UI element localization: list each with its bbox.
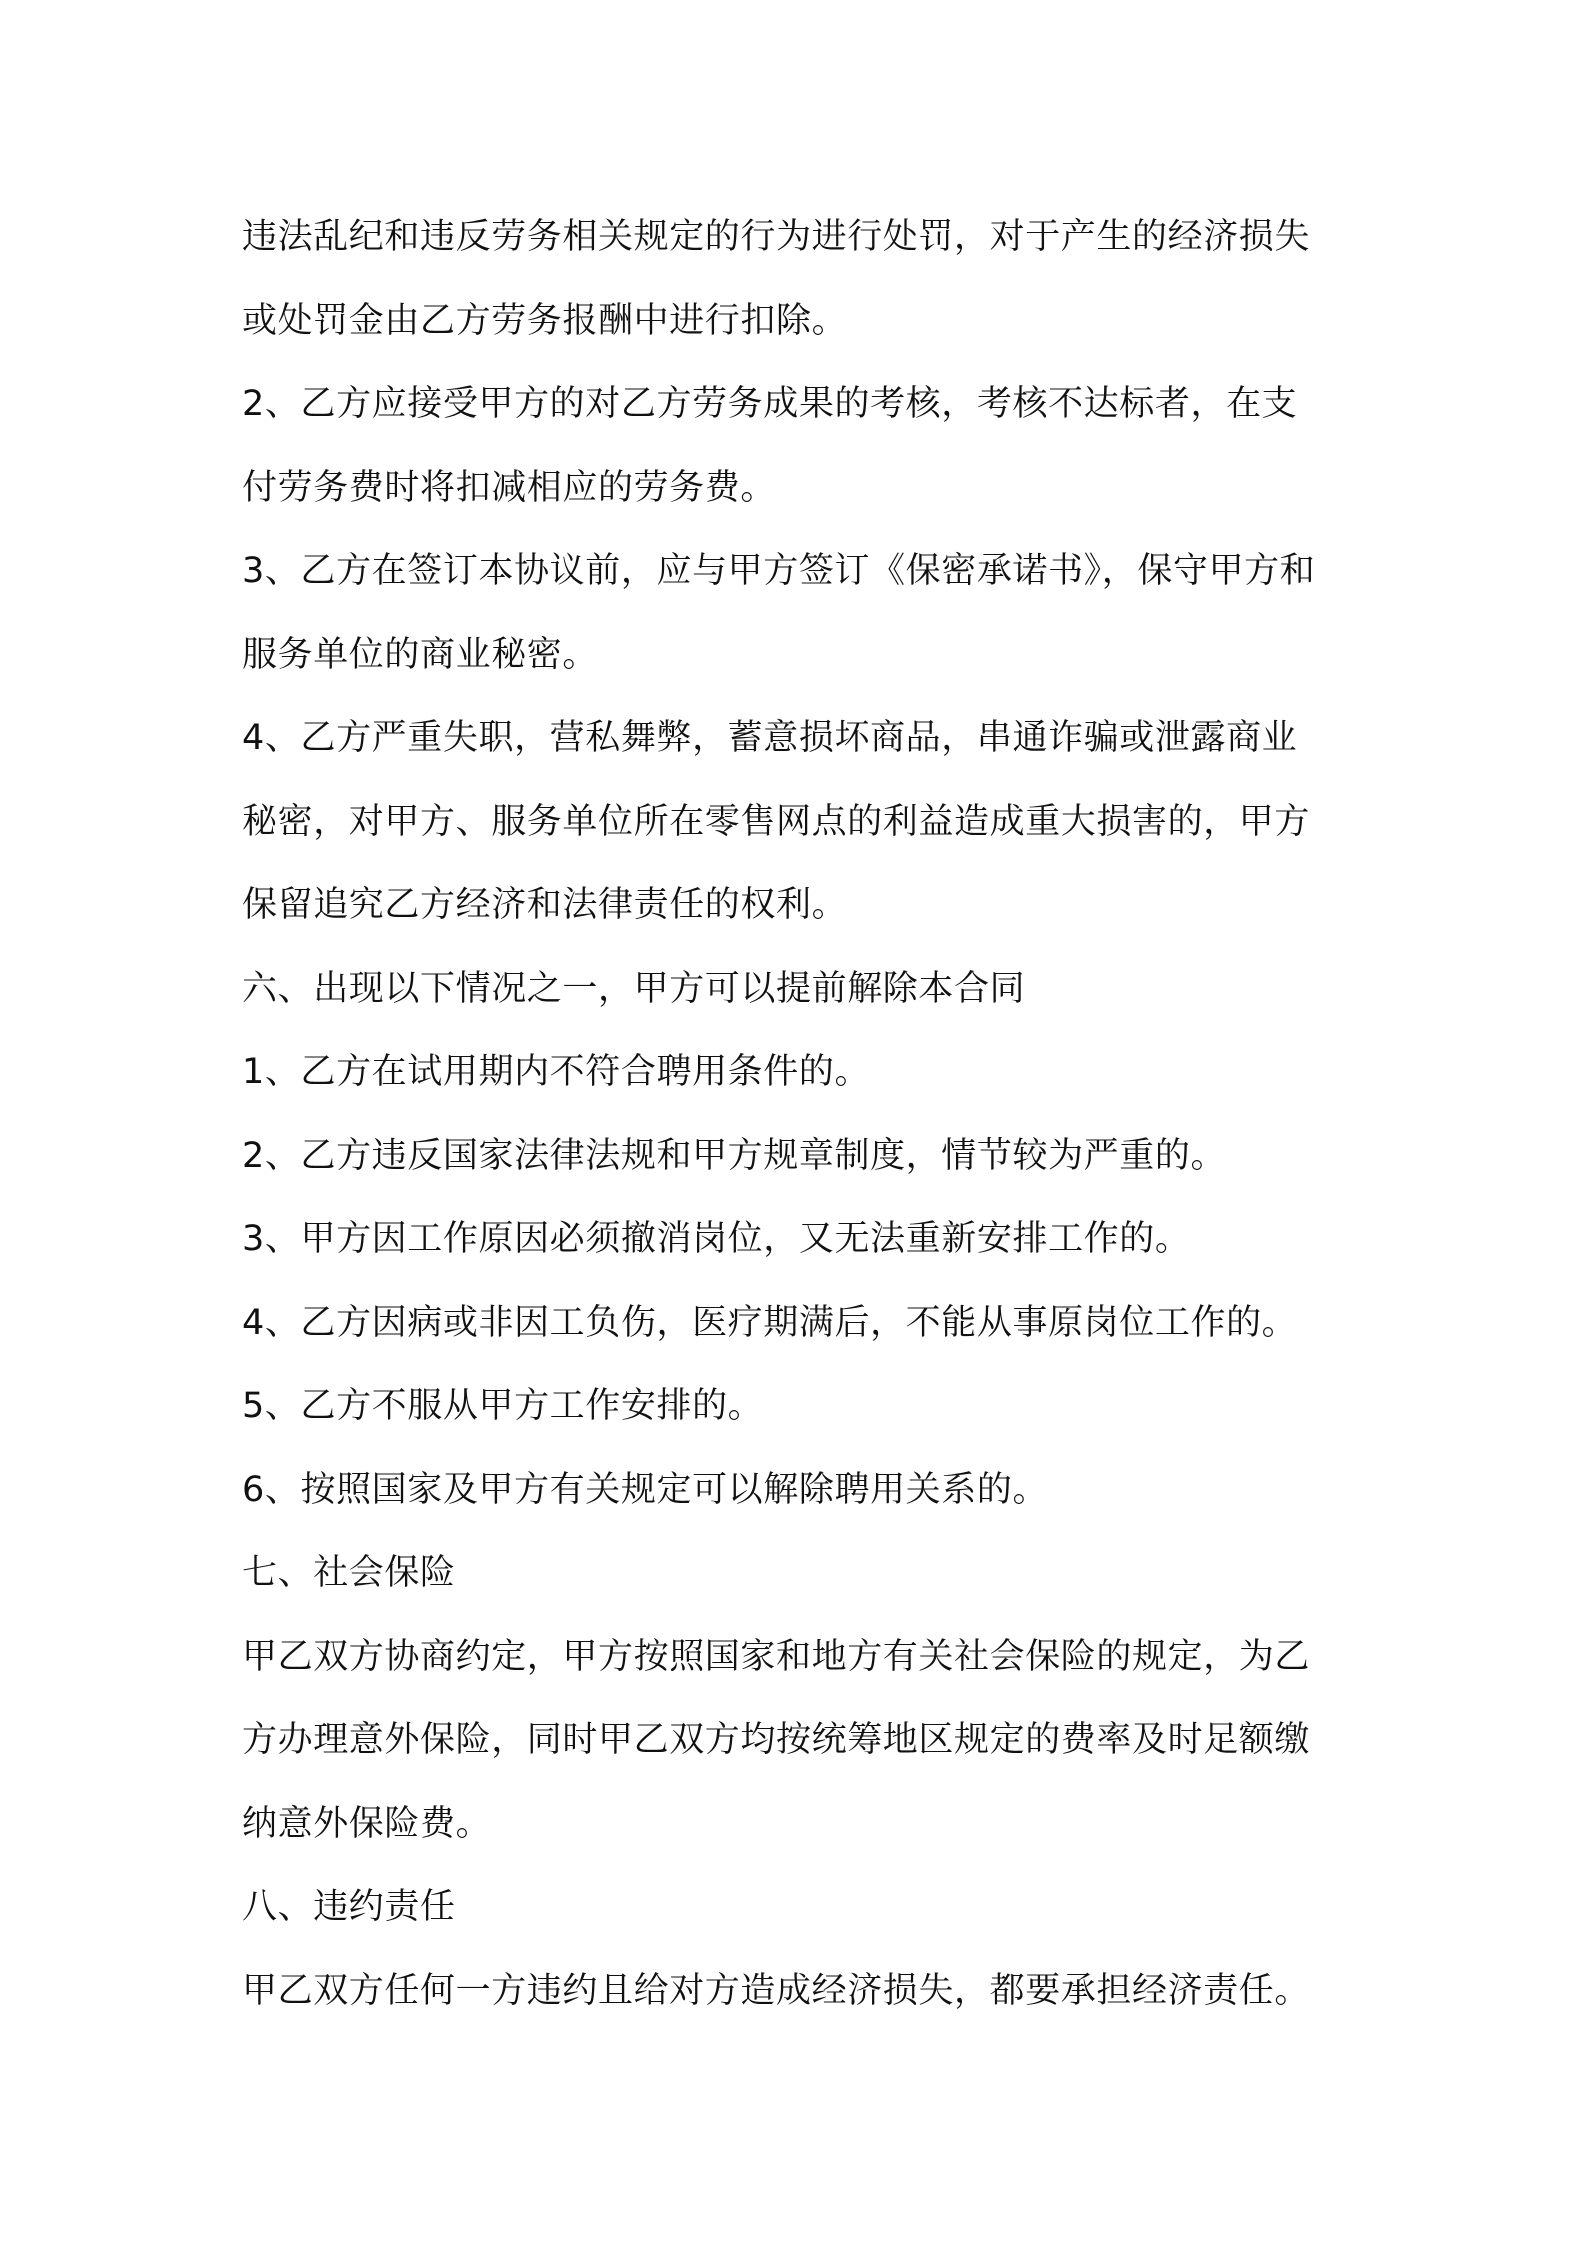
text-line: 5、乙方不服从甲方工作安排的。 (242, 1386, 764, 1426)
text-line: 6、按照国家及甲方有关规定可以解除聘用关系的。 (242, 1469, 1049, 1510)
text-line: 服务单位的商业秘密。 (242, 634, 599, 675)
text-line: 付劳务费时将扣减相应的劳务费。 (242, 467, 777, 508)
text-line: 方办理意外保险，同时甲乙双方均按统筹地区规定的费率及时足额缴 (242, 1720, 1311, 1760)
text-line: 保留追究乙方经济和法律责任的权利。 (242, 885, 848, 925)
text-line: 2、乙方违反国家法律法规和甲方规章制度，情节较为严重的。 (242, 1135, 1227, 1176)
text-line: 违法乱纪和违反劳务相关规定的行为进行处罚，对于产生的经济损失 (242, 217, 1311, 257)
text-line: 3、甲方因工作原因必须撤消岗位，又无法重新安排工作的。 (242, 1219, 1191, 1259)
text-line: 4、乙方严重失职，营私舞弊，蓄意损坏商品，串通诈骗或泄露商业 (242, 718, 1298, 758)
text-line: 4、乙方因病或非因工负伤，医疗期满后，不能从事原岗位工作的。 (242, 1302, 1298, 1343)
text-line: 秘密，对甲方、服务单位所在零售网点的利益造成重大损害的，甲方 (242, 801, 1311, 842)
text-line: 甲乙双方协商约定，甲方按照国家和地方有关社会保险的规定，为乙 (242, 1636, 1311, 1677)
text-line: 或处罚金由乙方劳务报酬中进行扣除。 (242, 300, 848, 341)
text-line: 甲乙双方任何一方违约且给对方造成经济损失，都要承担经济责任。 (242, 1970, 1311, 2011)
document-body (242, 196, 1362, 2033)
section-heading: 七、社会保险 (242, 1553, 456, 1593)
section-heading: 八、违约责任 (242, 1887, 456, 1927)
text-line: 2、乙方应接受甲方的对乙方劳务成果的考核，考核不达标者，在支 (242, 384, 1298, 424)
text-line: 3、乙方在签订本协议前，应与甲方签订《保密承诺书》，保守甲方和 (242, 551, 1316, 591)
section-heading: 六、出现以下情况之一，甲方可以提前解除本合同 (242, 968, 1026, 1009)
text-line: 1、乙方在试用期内不符合聘用条件的。 (242, 1052, 871, 1092)
text-line: 纳意外保险费。 (242, 1803, 492, 1844)
